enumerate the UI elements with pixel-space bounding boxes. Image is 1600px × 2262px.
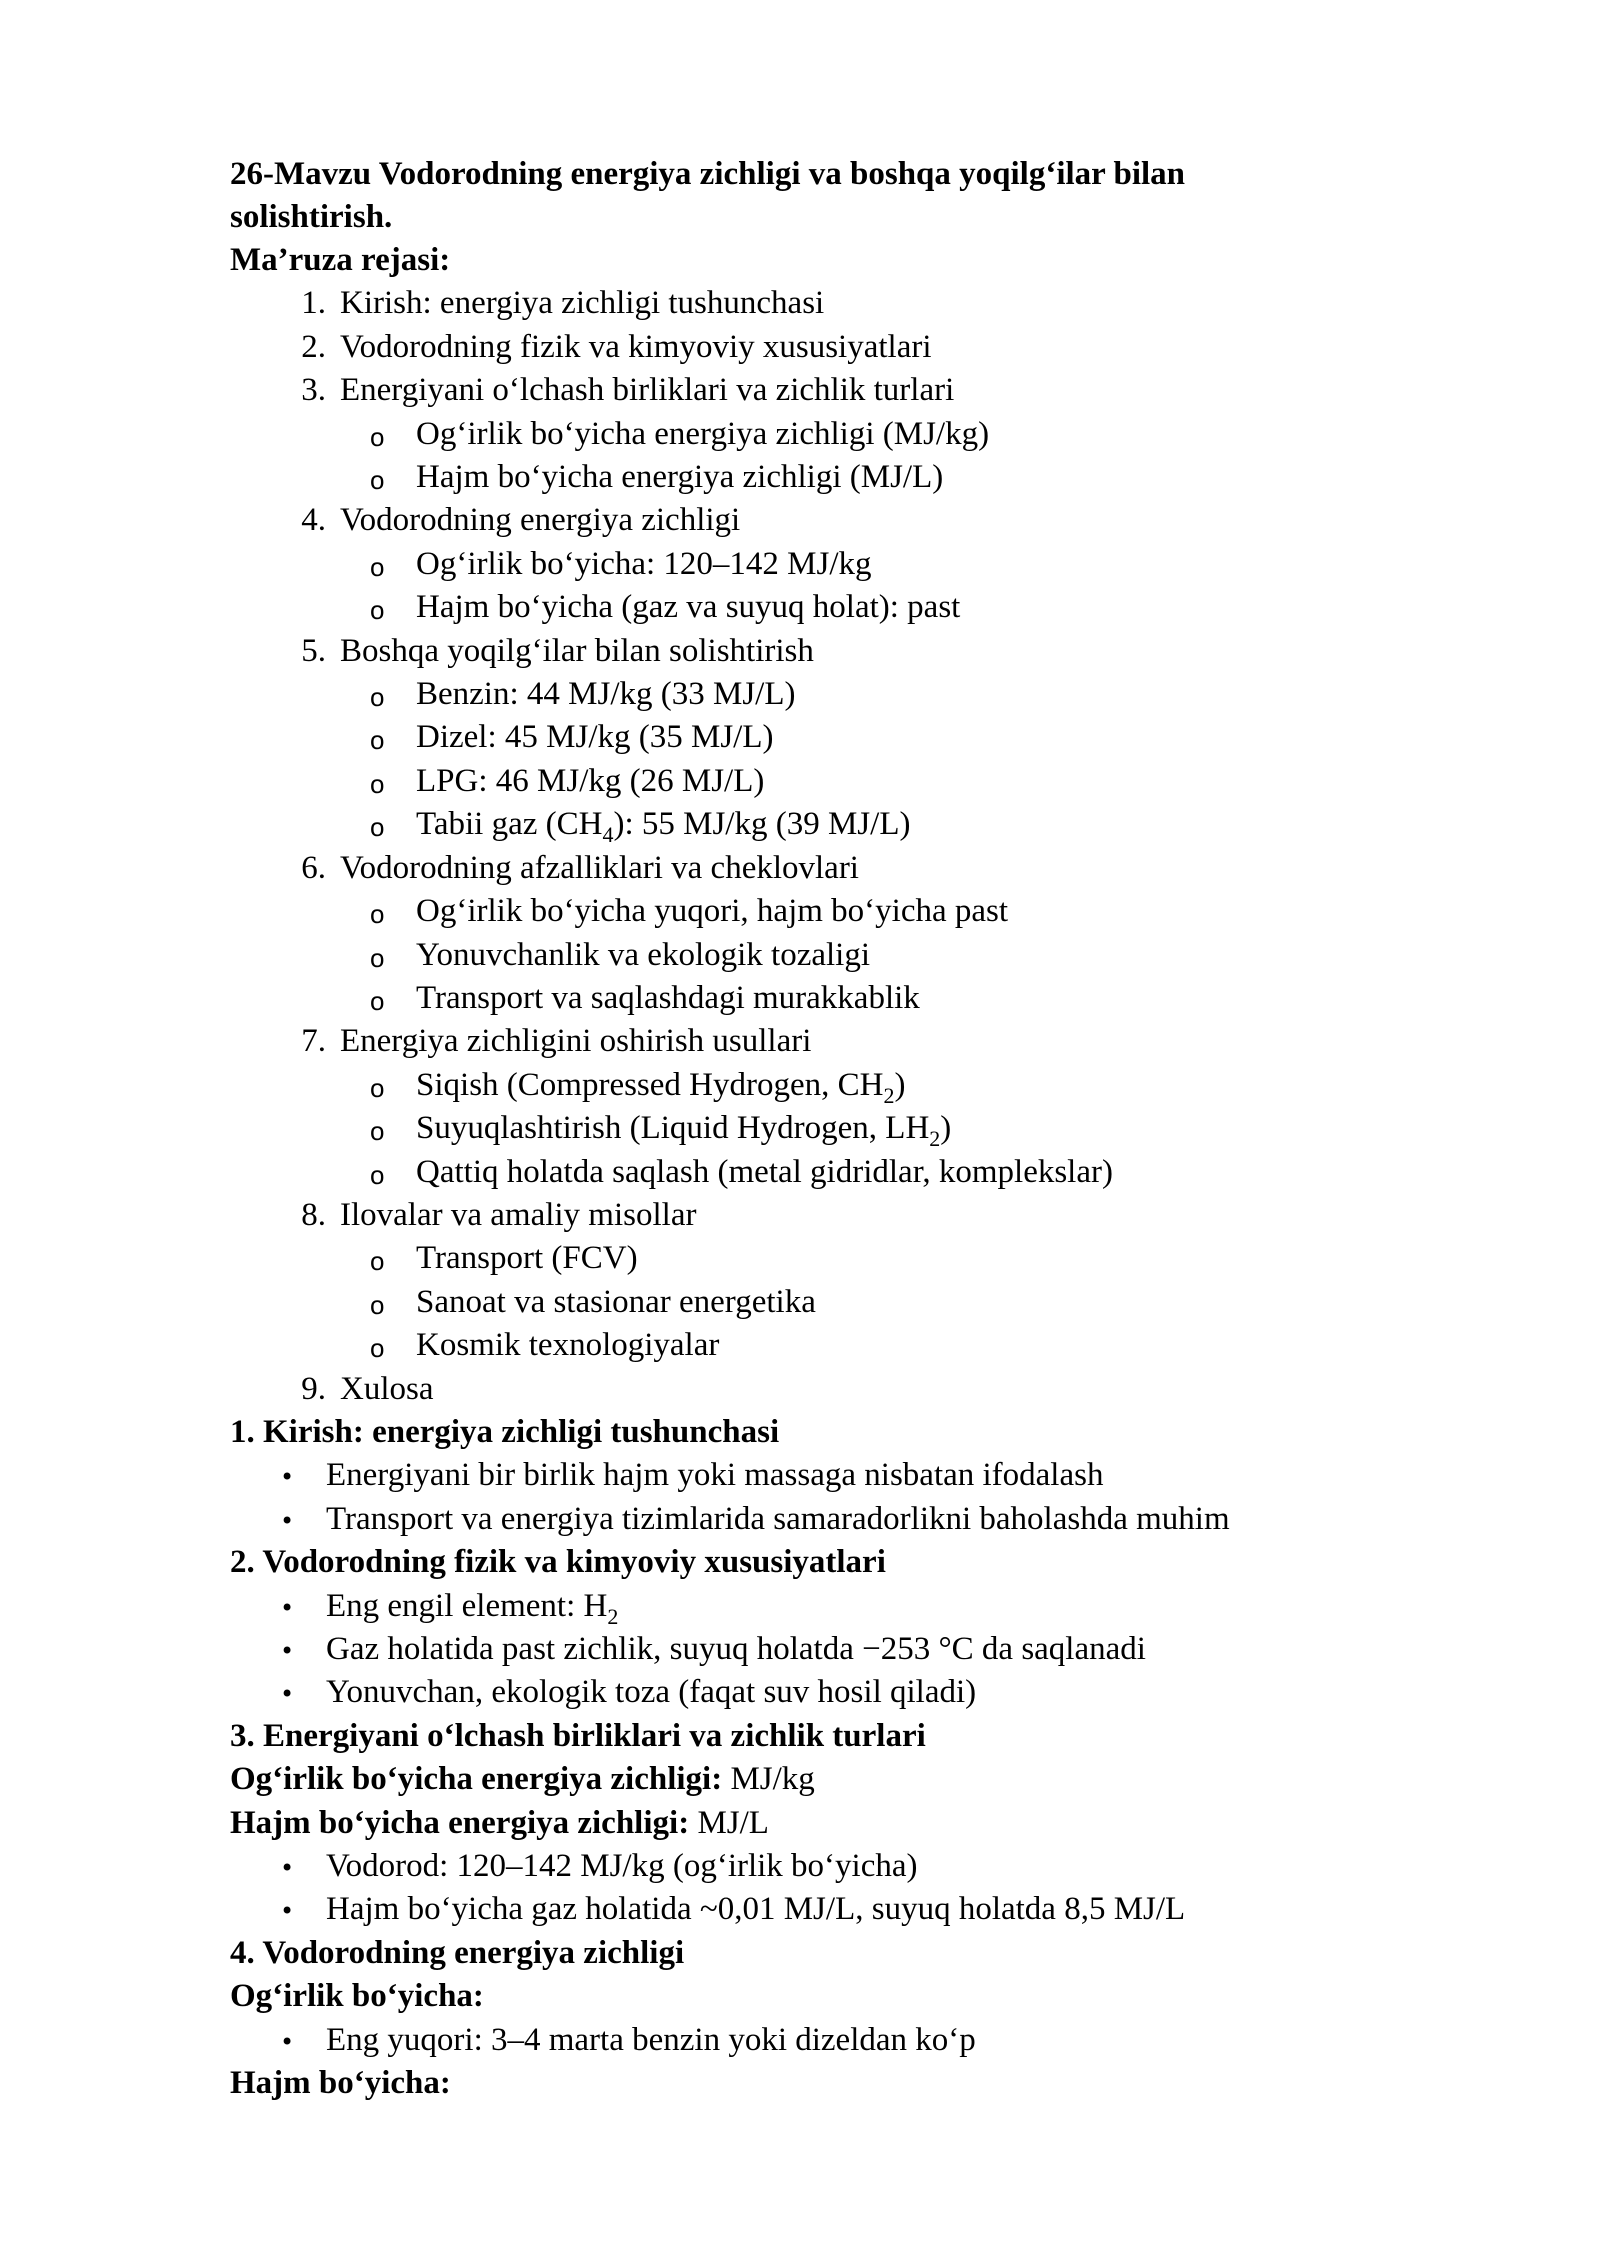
plan-item-text: Energiyani o‘lchash birliklari va zichlik turlari	[340, 372, 955, 409]
plan-item	[230, 369, 1430, 412]
plan-item	[230, 1368, 1430, 1411]
plan-subitem	[230, 673, 1430, 716]
plan-subitem-text: Qattiq holatda saqlash (metal gidridlar, komplekslar)	[416, 1153, 1113, 1190]
document-title-line-2: solishtirish.	[230, 199, 393, 235]
plan-subitem	[230, 1064, 1430, 1107]
circle-bullet-icon: o	[370, 1333, 385, 1364]
plan-item	[230, 1020, 1430, 1063]
plan-subitem-text: Og‘irlik bo‘yicha energiya zichligi (MJ/kg)	[416, 415, 990, 452]
bullet-text: Vodorod: 120–142 MJ/kg (og‘irlik bo‘yicha)	[326, 1848, 918, 1885]
bullet-text: Transport va energiya tizimlarida samaradorlikni baholashda muhim	[326, 1500, 1230, 1537]
plan-item-number: 4.	[301, 502, 326, 539]
plan-subitem-text: Og‘irlik bo‘yicha: 120–142 MJ/kg	[416, 545, 872, 582]
text-part: ): 55 MJ/kg (39 MJ/L)	[613, 806, 911, 843]
plan-subitem	[230, 977, 1430, 1020]
plan-item	[230, 630, 1430, 673]
bullet-item	[230, 1888, 1430, 1931]
circle-bullet-icon: o	[370, 768, 385, 799]
circle-bullet-icon: o	[370, 551, 385, 582]
plan-item-text: Vodorodning afzalliklari va cheklovlari	[340, 849, 859, 886]
subsection-heading: Og‘irlik bo‘yicha:	[230, 1978, 484, 2015]
subscript: 2	[883, 1082, 895, 1108]
bullet-text: Gaz holatida past zichlik, suyuq holatda −253 °C da saqlanadi	[326, 1631, 1146, 1667]
bullet-text: Energiyani bir birlik hajm yoki massaga nisbatan ifodalash	[326, 1457, 1104, 1494]
plan-subitem-text: Og‘irlik bo‘yicha yuqori, hajm bo‘yicha past	[416, 893, 1009, 930]
document-body	[230, 153, 1430, 2105]
plan-item-number: 5.	[301, 632, 326, 669]
circle-bullet-icon: o	[370, 899, 385, 930]
plan-item-text: Boshqa yoqilg‘ilar bilan solishtirish	[340, 632, 814, 669]
plan-subitem	[230, 803, 1430, 846]
subsection-heading: Hajm bo‘yicha:	[230, 2065, 451, 2102]
plan-item-text: Vodorodning fizik va kimyoviy xususiyatlari	[340, 328, 932, 365]
bullet-item	[230, 1845, 1430, 1888]
circle-bullet-icon: o	[370, 1072, 385, 1103]
circle-bullet-icon: o	[370, 595, 385, 626]
plan-subitem	[230, 760, 1430, 803]
plan-item	[230, 499, 1430, 542]
plan-subitem	[230, 890, 1430, 933]
plan-subitem-text: Transport va saqlashdagi murakkablik	[416, 979, 920, 1016]
plan-subitem-text: Hajm bo‘yicha energiya zichligi (MJ/L)	[416, 459, 944, 496]
bullet-icon: •	[280, 1897, 295, 1926]
bullet-item	[230, 2019, 1430, 2062]
bullet-item	[230, 1454, 1430, 1497]
plan-subitem-text: Transport (FCV)	[416, 1240, 638, 1277]
plan-item	[230, 282, 1430, 325]
definition-term: Hajm bo‘yicha energiya zichligi:	[230, 1804, 690, 1841]
bullet-icon: •	[280, 1593, 295, 1622]
text-part: Eng engil element: H	[326, 1587, 608, 1624]
bullet-icon: •	[280, 1637, 295, 1665]
bullet-icon: •	[280, 1680, 295, 1709]
definition-value: MJ/L	[689, 1804, 769, 1841]
plan-item-number: 9.	[301, 1370, 326, 1407]
plan-heading: Ma’ruza rejasi:	[230, 242, 451, 278]
bullet-item	[230, 1628, 1430, 1671]
plan-subitem	[230, 1107, 1430, 1150]
section-heading: 2. Vodorodning fizik va kimyoviy xususiyatlari	[230, 1544, 886, 1581]
definition-line	[230, 1802, 1430, 1845]
definition-value: MJ/kg	[722, 1761, 815, 1798]
bullet-icon: •	[280, 1463, 295, 1492]
definition-line	[230, 1758, 1430, 1801]
circle-bullet-icon: o	[370, 682, 385, 713]
bullet-item	[230, 1585, 1430, 1628]
definition-term: Og‘irlik bo‘yicha energiya zichligi:	[230, 1761, 723, 1798]
plan-subitem-text: Dizel: 45 MJ/kg (35 MJ/L)	[416, 719, 774, 756]
bullet-text: Hajm bo‘yicha gaz holatida ~0,01 MJ/L, suyuq holatda 8,5 MJ/L	[326, 1891, 1186, 1928]
document-title-line-1: 26-Mavzu Vodorodning energiya zichligi va boshqa yoqilg‘ilar bilan	[230, 156, 1186, 192]
plan-subitem-text: Sanoat va stasionar energetika	[416, 1283, 816, 1320]
text-part: Suyuqlashtirish (Liquid Hydrogen, LH	[416, 1110, 930, 1147]
section-heading: 1. Kirish: energiya zichligi tushunchasi	[230, 1413, 780, 1450]
circle-bullet-icon: o	[370, 812, 385, 843]
bullet-text	[326, 1585, 618, 1628]
bullet-text: Eng yuqori: 3–4 marta benzin yoki dizeldan ko‘p	[326, 2021, 976, 2058]
plan-item-number: 6.	[301, 849, 326, 886]
bullet-icon: •	[280, 1506, 295, 1535]
text-part: Tabii gaz (CH	[416, 806, 603, 843]
plan-subitem-text: Hajm bo‘yicha (gaz va suyuq holat): past	[416, 589, 961, 626]
bullet-item	[230, 1671, 1430, 1714]
plan-subitem-text	[416, 803, 910, 846]
plan-item-text: Kirish: energiya zichligi tushunchasi	[340, 285, 825, 322]
bullet-text: Yonuvchan, ekologik toza (faqat suv hosil qiladi)	[326, 1674, 977, 1711]
plan-subitem-text: LPG: 46 MJ/kg (26 MJ/L)	[416, 762, 765, 799]
plan-subitem	[230, 934, 1430, 977]
plan-item-number: 1.	[301, 285, 326, 322]
bullet-icon: •	[280, 1854, 295, 1883]
section-heading: 4. Vodorodning energiya zichligi	[230, 1934, 685, 1971]
circle-bullet-icon: o	[370, 421, 385, 452]
plan-subitem	[230, 413, 1430, 456]
plan-item-text: Vodorodning energiya zichligi	[340, 502, 741, 539]
text-part: )	[894, 1066, 906, 1103]
plan-subitem-text: Kosmik texnologiyalar	[416, 1327, 720, 1364]
plan-item	[230, 1194, 1430, 1237]
plan-subitem-text: Yonuvchanlik va ekologik tozaligi	[416, 936, 871, 973]
circle-bullet-icon: o	[370, 725, 385, 756]
circle-bullet-icon: o	[370, 1246, 385, 1277]
circle-bullet-icon: o	[370, 942, 385, 973]
circle-bullet-icon: o	[370, 1116, 385, 1147]
plan-subitem	[230, 456, 1430, 499]
plan-subitem	[230, 1237, 1430, 1280]
plan-item-text: Xulosa	[340, 1370, 434, 1407]
bullet-item	[230, 1498, 1430, 1541]
plan-subitem-text	[416, 1107, 951, 1150]
text-part: )	[940, 1110, 952, 1147]
section-heading: 3. Energiyani o‘lchash birliklari va zichlik turlari	[230, 1717, 926, 1754]
plan-item	[230, 847, 1430, 890]
text-part: Siqish (Compressed Hydrogen, CH	[416, 1066, 884, 1103]
plan-subitem	[230, 716, 1430, 759]
plan-item-number: 2.	[301, 328, 326, 365]
plan-subitem-text: Benzin: 44 MJ/kg (33 MJ/L)	[416, 676, 796, 713]
plan-subitem	[230, 1281, 1430, 1324]
subscript: 4	[602, 822, 614, 848]
plan-subitem	[230, 1324, 1430, 1367]
plan-subitem-text	[416, 1064, 905, 1107]
circle-bullet-icon: o	[370, 1289, 385, 1320]
circle-bullet-icon: o	[370, 1159, 385, 1190]
plan-item-number: 3.	[301, 372, 326, 409]
circle-bullet-icon: o	[370, 985, 385, 1016]
plan-item-number: 7.	[301, 1023, 326, 1060]
plan-item-text: Ilovalar va amaliy misollar	[340, 1196, 697, 1233]
subscript: 2	[607, 1603, 619, 1629]
circle-bullet-icon: o	[370, 465, 385, 496]
plan-subitem	[230, 586, 1430, 629]
plan-item-text: Energiya zichligini oshirish usullari	[340, 1023, 812, 1060]
bullet-icon: •	[280, 2027, 295, 2056]
subscript: 2	[929, 1126, 941, 1152]
plan-subitem	[230, 1151, 1430, 1194]
plan-item-number: 8.	[301, 1196, 326, 1233]
plan-item	[230, 326, 1430, 369]
plan-subitem	[230, 543, 1430, 586]
